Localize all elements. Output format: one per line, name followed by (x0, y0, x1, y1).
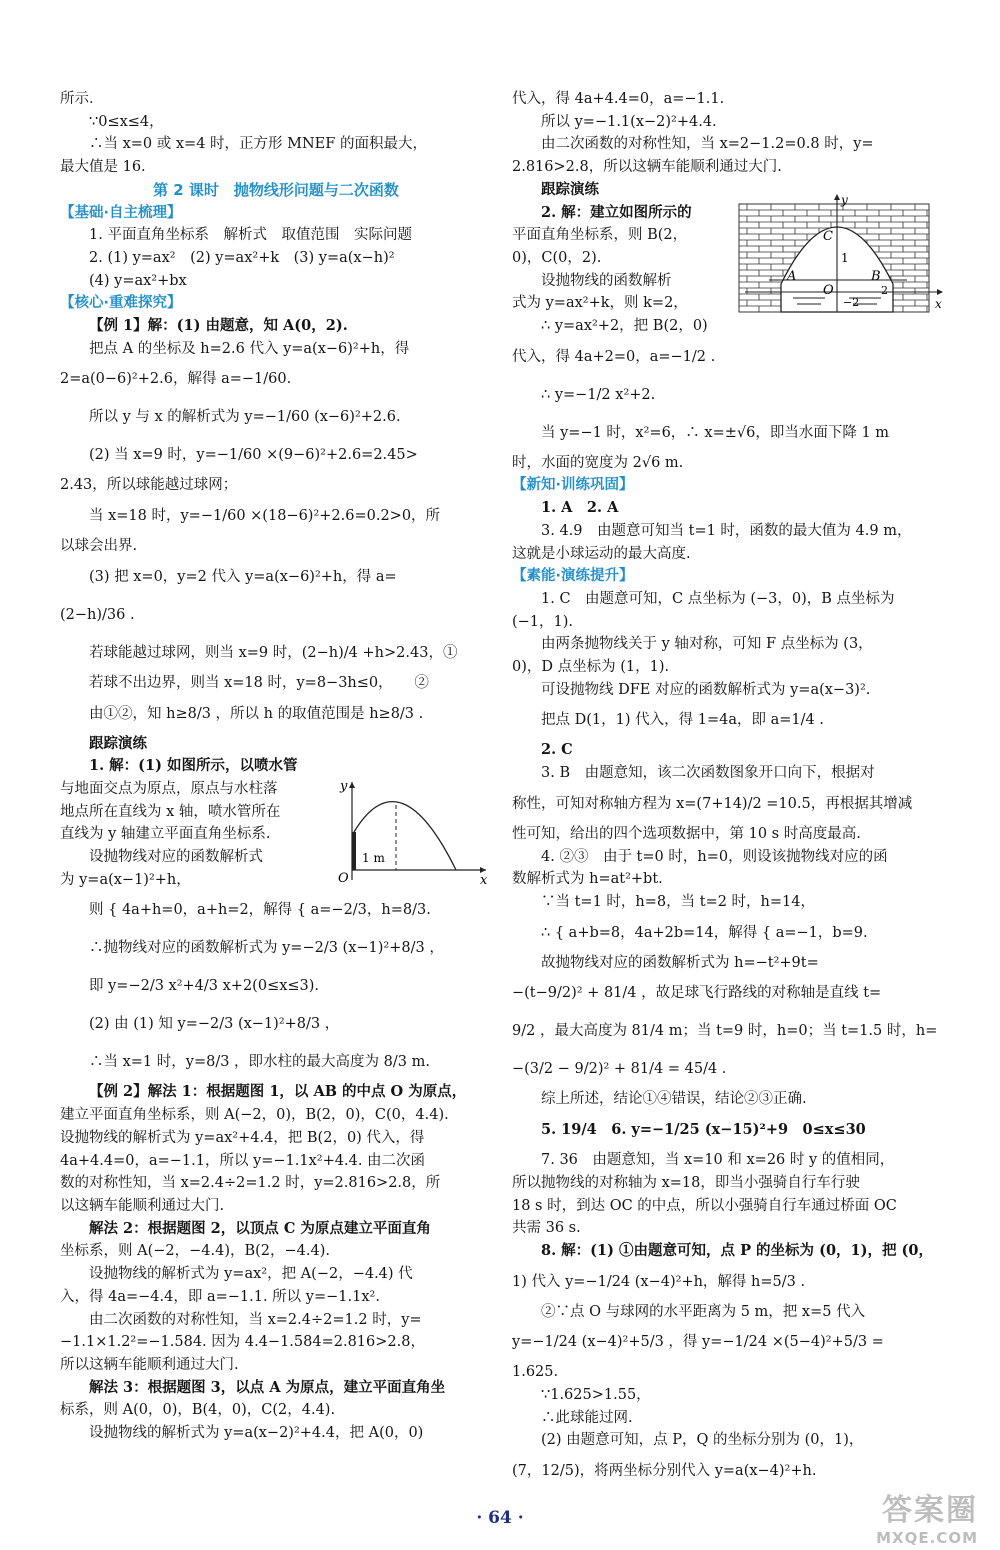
text-line: 若球不出边界，则当 x=18 时，y=8−3h≤0， ② (89, 674, 429, 691)
fig2-o-label: O (823, 283, 834, 298)
text-line: 平面直角坐标系，则 B(2， (512, 227, 688, 244)
text-line: 2=a(0−6)²+2.6，解得 a=−1/60. (60, 371, 292, 388)
fig1-y-label: y (340, 779, 348, 794)
text-line: 跟踪演练 (541, 181, 599, 198)
text-line: ∵0≤x≤4， (89, 113, 164, 130)
text-line: (3) 把 x=0，y=2 代入 y=a(x−6)²+h，得 a= (89, 568, 397, 585)
text-line: (2−h)/36 . (60, 606, 135, 623)
text-line: 【新知·训练巩固】 (512, 477, 634, 494)
text-line: 把点 A 的坐标及 h=2.6 代入 y=a(x−6)²+h，得 (89, 340, 410, 357)
left-column (60, 88, 492, 1445)
text-line: 9/2 ，最大高度为 81/4 m；当 t=9 时，h=0；当 t=1.5 时，h= (512, 1023, 938, 1040)
fig2-minus2-label: −2 (843, 296, 860, 309)
fig2-one-label: 1 (841, 251, 849, 265)
text-line: 1. A 2. A (541, 499, 619, 517)
text-line: 由两条抛物线关于 y 轴对称，可知 F 点坐标为 (3， (541, 636, 873, 653)
text-line: 3. B 由题意知，该二次函数图象开口向下，根据对 (541, 765, 875, 782)
bridge-figure (735, 192, 947, 318)
text-line: 这就是小球运动的最大高度. (512, 545, 691, 562)
text-line: (2) 由 (1) 知 y=−2/3 (x−1)²+8/3 ， (89, 1016, 340, 1033)
text-line: 即 y=−2/3 x²+4/3 x+2(0≤x≤3). (89, 978, 320, 995)
text-line: 【基础·自主梳理】 (60, 204, 182, 221)
text-line: ②∵点 O 与球网的水平距离为 5 m，把 x=5 代入 (541, 1303, 866, 1320)
text-line: 1. 平面直角坐标系 解析式 取值范围 实际问题 (89, 227, 412, 244)
text-line: (4) y=ax²+bx (89, 272, 187, 289)
text-line: 设抛物线的解析式为 y=ax²+4.4，把 B(2，0) 代入，得 (60, 1129, 425, 1146)
watermark-logo-text: 答案圈 (882, 1493, 978, 1528)
text-line: 建立平面直角坐标系，则 A(−2，0)，B(2，0)，C(0，4.4). (60, 1107, 449, 1124)
text-line: 1. 解：(1) 如图所示，以喷水管 (89, 757, 298, 775)
text-line: 以这辆车能顺利通过大门. (60, 1197, 225, 1214)
text-line: 由二次函数的对称性知，当 x=2.4÷2=1.2 时，y= (89, 1311, 422, 1328)
text-line: 设抛物线的函数解析 (541, 272, 672, 289)
text-line: −(3/2 − 9/2)² + 81/4 = 45/4 . (512, 1061, 727, 1078)
text-line: 把点 D(1，1) 代入，得 1=4a，即 a=1/4 . (541, 712, 824, 729)
text-line: ∴ y=−1/2 x²+2. (541, 386, 656, 403)
fig2-a-label: A (787, 269, 797, 284)
text-line: 2.43，所以球能越过球网； (60, 477, 238, 494)
fig1-x-label: x (480, 873, 488, 886)
text-line: 【素能·演练提升】 (512, 568, 634, 585)
text-line: ∴ y=ax²+2，把 B(2，0) (541, 318, 708, 335)
text-line: 4. ②③ 由于 t=0 时，h=0，则设该抛物线对应的函 (541, 848, 888, 865)
text-line: 2. (1) y=ax² (2) y=ax²+k (3) y=a(x−h)² (89, 249, 395, 266)
text-line: 设抛物线的解析式为 y=ax²，把 A(−2，−4.4) 代 (89, 1266, 413, 1283)
text-line: 代入，得 4a+2=0，a=−1/2 . (512, 348, 716, 365)
text-line: ∴当 x=1 时，y=8/3 ，即水柱的最大高度为 8/3 m. (89, 1054, 430, 1071)
text-line: 1.625. (512, 1364, 559, 1381)
text-line: 0)，D 点坐标为 (1，1). (512, 659, 670, 676)
text-line: 代入，得 4a+4.4=0，a=−1.1. (512, 91, 725, 107)
text-line: 由二次函数的对称性知，当 x=2−1.2=0.8 时，y= (541, 136, 874, 153)
fig2-x-label: x (935, 297, 942, 311)
text-line: 设抛物线的解析式为 y=a(x−2)²+4.4，把 A(0，0) (89, 1425, 424, 1442)
text-line: 2.816>2.8，所以这辆车能顺利通过大门. (512, 159, 782, 176)
text-line: −1.1×1.2²=−1.584. 因为 4.4−1.584=2.816>2.8， (60, 1334, 425, 1351)
text-line: 由①②，知 h≥8/3 ，所以 h 的取值范围是 h≥8/3 . (89, 705, 424, 722)
page-number: · 64 · (476, 1508, 524, 1528)
text-line: 7. 36 由题意知，当 x=10 和 x=26 时 y 的值相同， (541, 1152, 895, 1169)
text-line: 数的对称性知，当 x=2.4÷2=1.2 时，y=2.816>2.8，所 (60, 1175, 441, 1192)
text-line: 18 s 时，到达 OC 的中点，所以小强骑自行车通过桥面 OC (512, 1197, 897, 1214)
text-line: 时，水面的宽度为 2√6 m. (512, 454, 684, 471)
text-line: ∵当 t=1 时，h=8，当 t=2 时，h=14， (541, 893, 815, 910)
text-line: 式为 y=ax²+k，则 k=2， (512, 295, 688, 312)
text-line: 最大值是 16. (60, 159, 146, 176)
text-line: 所以 y=−1.1(x−2)²+4.4. (541, 113, 717, 130)
fig2-y-label: y (841, 193, 848, 207)
text-line: 所以抛物线的对称轴为 x=18，即当小强骑自行车行驶 (512, 1174, 860, 1191)
text-line: 3. 4.9 由题意可知当 t=1 时，函数的最大值为 4.9 m， (541, 522, 912, 539)
text-line: y=−1/24 (x−4)²+5/3 ，得 y=−1/24 ×(5−4)²+5/3 = (512, 1334, 884, 1351)
watermark-url: MXQE.COM (876, 1529, 978, 1547)
text-line: 所以这辆车能顺利通过大门. (60, 1356, 239, 1373)
text-line: 地点所在直线为 x 轴，喷水管所在 (60, 803, 281, 820)
text-line: 标系，则 A(0，0)，B(4，0)，C(2，4.4). (60, 1402, 336, 1419)
text-line: (2) 当 x=9 时，y=−1/60 ×(9−6)²+2.6=2.45> (89, 447, 418, 464)
fountain-figure (330, 776, 492, 886)
text-line: 当 x=18 时，y=−1/60 ×(18−6)²+2.6=0.2>0，所 (89, 508, 441, 525)
text-line: ∴抛物线对应的函数解析式为 y=−2/3 (x−1)²+8/3 ， (89, 940, 444, 957)
fig2-c-label: C (823, 229, 833, 244)
text-line: 称性，可知对称轴方程为 x=(7+14)/2 =10.5，再根据其增减 (512, 795, 913, 812)
fig1-dimension-label: 1 m (362, 851, 385, 865)
text-line: 坐标系，则 A(−2，−4.4)，B(2，−4.4). (60, 1243, 330, 1260)
text-line: 0)，C(0，2). (512, 249, 602, 266)
text-line: 解法 3：根据题图 3，以点 A 为原点，建立平面直角坐 (89, 1378, 446, 1396)
text-line: 所以 y 与 x 的解析式为 y=−1/60 (x−6)²+2.6. (89, 409, 401, 426)
text-line: 当 y=−1 时，x²=6，∴ x=±√6，即当水面下降 1 m (541, 424, 890, 441)
text-line: 与地面交点为原点，原点与水柱落 (60, 780, 278, 797)
fig2-b-label: B (871, 269, 881, 284)
text-line: 1) 代入 y=−1/24 (x−4)²+h，解得 h=5/3 . (512, 1273, 806, 1290)
text-line: 共需 36 s. (512, 1220, 581, 1237)
text-line: 若球能越过球网，则当 x=9 时，(2−h)/4 +h>2.43，① (89, 644, 458, 661)
watermark (876, 1485, 978, 1547)
text-line: 所示． (60, 91, 104, 107)
text-line: 入，得 4a=−4.4，即 a=−1.1. 所以 y=−1.1x². (60, 1288, 380, 1305)
text-line: 1. C 由题意可知，C 点坐标为 (−3，0)，B 点坐标为 (541, 590, 895, 607)
text-line: (2) 由题意可知，点 P，Q 的坐标分别为 (0，1)， (541, 1432, 864, 1449)
text-line: (−1，1). (512, 613, 574, 630)
text-line: 综上所述，结论①④错误，结论②③正确. (541, 1091, 807, 1108)
text-line: ∵1.625>1.55， (541, 1387, 651, 1404)
text-line: 直线为 y 轴建立平面直角坐标系. (60, 826, 271, 843)
text-line: ∴此球能过网. (541, 1409, 633, 1426)
text-line: 以球会出界. (60, 538, 138, 555)
text-line: (7，12/5)，将两坐标分别代入 y=a(x−4)²+h. (512, 1463, 817, 1480)
fig1-origin-label: O (338, 871, 349, 886)
text-line: 【例 1】解：(1) 由题意，知 A(0，2). (89, 317, 348, 335)
text-line: 【核心·重难探究】 (60, 295, 182, 312)
text-line: 【例 2】解法 1：根据题图 1，以 AB 的中点 O 为原点， (89, 1083, 467, 1101)
text-line: 2. 解：建立如图所示的 (541, 203, 692, 221)
text-line: 8. 解：(1) ①由题意可知，点 P 的坐标为 (0，1)，把 (0， (541, 1241, 933, 1259)
text-line: 可设抛物线 DFE 对应的函数解析式为 y=a(x−3)². (541, 681, 871, 698)
text-line: 性可知，给出的四个选项数据中，第 10 s 时高度最高. (512, 825, 861, 842)
text-line: −(t−9/2)² + 81/4 ，故足球飞行路线的对称轴是直线 t= (512, 985, 882, 1002)
text-line: ∴当 x=0 或 x=4 时，正方形 MNEF 的面积最大， (89, 136, 427, 153)
text-line: 设抛物线对应的函数解析式 (89, 849, 263, 866)
text-line: 5. 19/4 6. y=−1/25 (x−15)²+9 0≤x≤30 (541, 1121, 866, 1139)
text-line: 2. C (541, 741, 573, 759)
fig2-two-label: 2 (881, 284, 888, 297)
text-line: 故抛物线对应的函数解析式为 h=−t²+9t= (541, 954, 819, 971)
text-line: 数解析式为 h=at²+bt. (512, 871, 663, 888)
text-line: 第 2 课时 抛物线形问题与二次函数 (153, 180, 399, 199)
text-line: 解法 2：根据题图 2，以顶点 C 为原点建立平面直角 (89, 1219, 431, 1237)
text-line: ∴ { a+b=8，4a+2b=14，解得 { a=−1，b=9. (541, 924, 868, 941)
text-line: 4a+4.4=0，a=−1.1，所以 y=−1.1x²+4.4. 由二次函 (60, 1152, 426, 1169)
text-line: 则 { 4a+h=0，a+h=2，解得 { a=−2/3，h=8/3. (89, 902, 431, 919)
text-line: 为 y=a(x−1)²+h， (60, 871, 191, 888)
text-line: 跟踪演练 (89, 735, 147, 752)
